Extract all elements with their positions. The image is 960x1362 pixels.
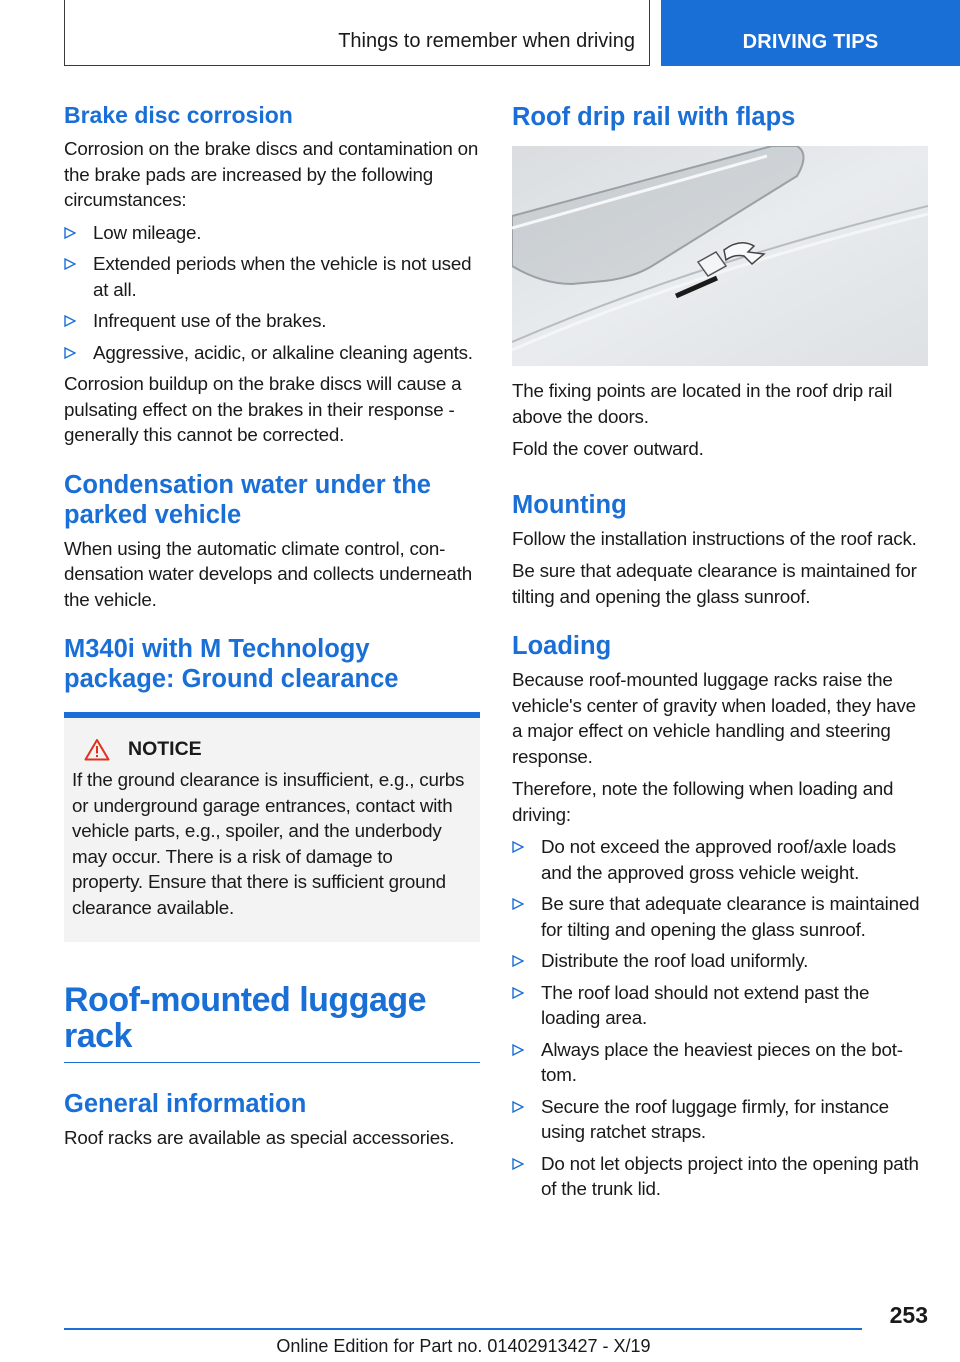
chapter-heading-block	[64, 982, 480, 1063]
loading-list	[512, 834, 928, 1202]
header-chapter-box	[661, 0, 960, 66]
condensation-text: When using the automatic climate control, condensation water develops and collects underneath the vehicle.	[64, 537, 473, 610]
mounting-text-1: Follow the installation instructions of the roof rack.	[512, 527, 917, 549]
list-item: Do not let objects project into the opening path of the trunk lid.	[512, 1151, 928, 1202]
triangle-right-icon	[64, 227, 76, 239]
page-number: 253	[889, 1302, 928, 1328]
brake-disc-heading: Brake disc corrosion	[64, 102, 293, 128]
triangle-right-icon	[64, 315, 76, 327]
drip-rail-text-1: The fixing points are located in the roof drip rail above the doors.	[512, 380, 893, 427]
header-section-title: Things to remember when driving	[338, 30, 635, 52]
mounting-heading: Mounting	[512, 490, 627, 519]
warning-triangle-icon	[84, 738, 110, 761]
notice-box	[64, 712, 480, 942]
m340i-heading: M340i with M Technology package: Ground clearance	[64, 635, 399, 693]
triangle-right-icon	[512, 1158, 524, 1170]
list-item: Extended periods when the vehicle is not used at all.	[64, 251, 480, 302]
page-header	[0, 0, 960, 66]
mounting-text-2: Be sure that adequate clearance is maintained for tilting and opening the glass sunroof.	[512, 560, 917, 607]
general-info-heading: General information	[64, 1090, 307, 1118]
loading-text-2: Therefore, note the following when loading and driving:	[512, 778, 894, 825]
triangle-right-icon	[512, 1044, 524, 1056]
loading-heading: Loading	[512, 632, 612, 660]
notice-title: NOTICE	[72, 738, 468, 761]
chapter-heading: Roof-mounted luggage rack	[64, 981, 427, 1055]
brake-disc-list	[64, 220, 480, 366]
list-item: Infrequent use of the brakes.	[64, 308, 480, 334]
edition-text: Online Edition for Part no. 01402913427 - X/19	[276, 1336, 651, 1356]
header-chapter-title: DRIVING TIPS	[742, 31, 879, 53]
list-item: The roof load should not extend past the loading area.	[512, 980, 928, 1031]
notice-text: If the ground clearance is insufficient, e.g., curbs or underground garage entrances, contact with vehicle parts, e.g., spoiler, and the underbody may occur. There is a risk of damage to property. Ensure that there is sufficient ground clearance available.	[72, 769, 465, 918]
right-column	[512, 96, 928, 1208]
condensation-heading: Condensation water under the parked vehicle	[64, 470, 431, 529]
drip-rail-heading: Roof drip rail with flaps	[512, 103, 796, 131]
general-info-text: Roof racks are available as special accessories.	[64, 1127, 455, 1148]
list-item: Always place the heaviest pieces on the bottom.	[512, 1037, 928, 1088]
list-item: Aggressive, acidic, or alkaline cleaning agents.	[64, 340, 480, 366]
footer-divider	[64, 1328, 862, 1330]
left-column	[64, 96, 480, 1158]
loading-text-1: Because roof-mounted luggage racks raise the vehicle's center of gravity when loaded, they have a major effect on vehicle handling and steering response.	[512, 669, 916, 767]
footer-edition	[0, 1336, 960, 1357]
roof-drip-rail-illustration	[512, 146, 928, 366]
triangle-right-icon	[512, 987, 524, 999]
triangle-right-icon	[512, 1101, 524, 1113]
triangle-right-icon	[512, 841, 524, 853]
list-item: Distribute the roof load uniformly.	[512, 948, 928, 974]
brake-disc-intro: Corrosion on the brake discs and contamination on the brake pads are increased by the following circumstances:	[64, 138, 479, 210]
list-item: Secure the roof luggage firmly, for instance using ratchet straps.	[512, 1094, 928, 1145]
list-item: Do not exceed the approved roof/axle loads and the approved gross vehicle weight.	[512, 834, 928, 885]
triangle-right-icon	[512, 955, 524, 967]
list-item: Be sure that adequate clearance is maintained for tilting and opening the glass sunroof.	[512, 891, 928, 942]
triangle-right-icon	[64, 347, 76, 359]
triangle-right-icon	[64, 258, 76, 270]
brake-disc-outro: Corrosion buildup on the brake discs will cause a pulsating effect on the brakes in their response - generally this cannot be corrected.	[64, 373, 462, 445]
header-section-box	[64, 0, 650, 66]
drip-rail-text-2: Fold the cover outward.	[512, 438, 704, 459]
list-item: Low mileage.	[64, 220, 480, 246]
triangle-right-icon	[512, 898, 524, 910]
